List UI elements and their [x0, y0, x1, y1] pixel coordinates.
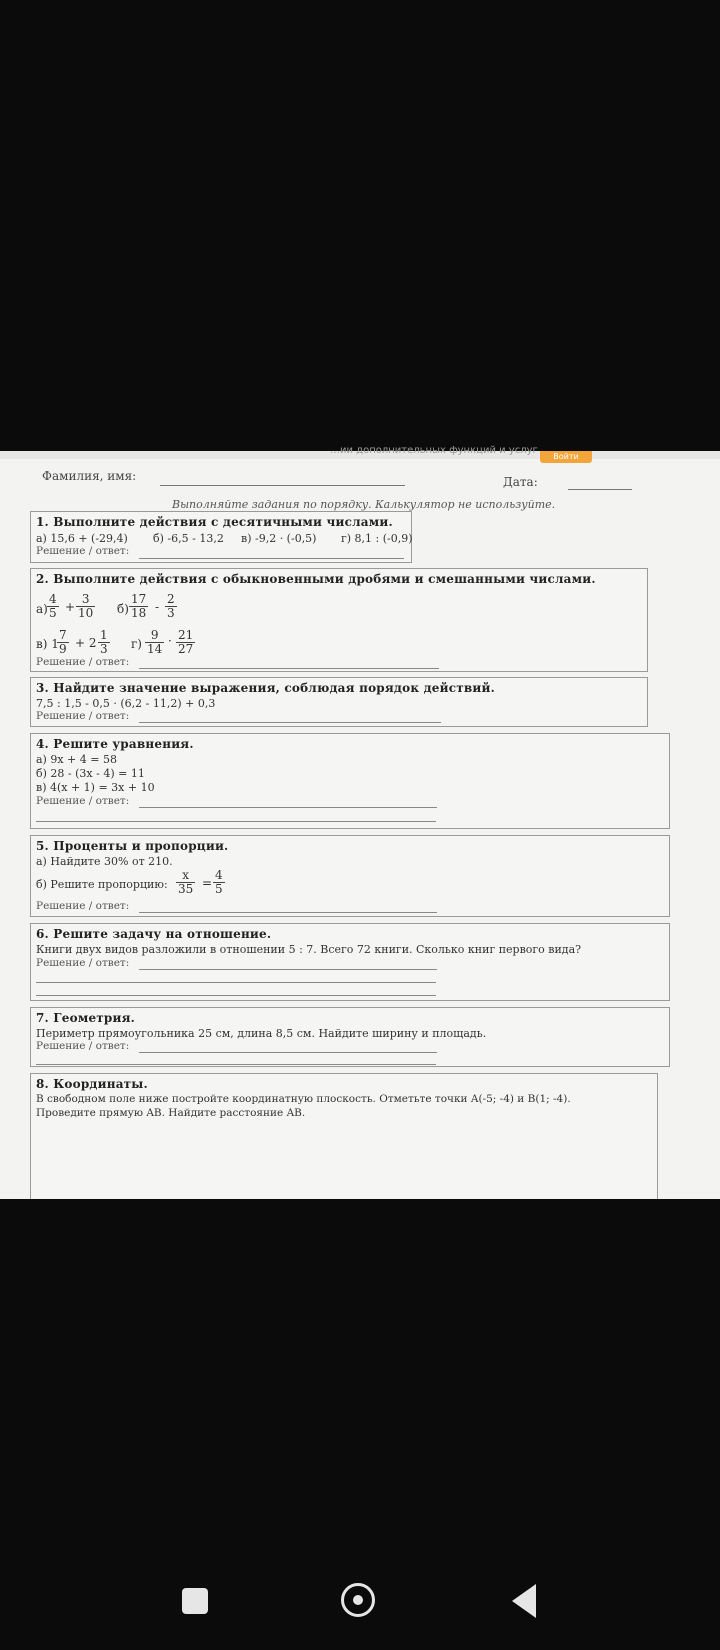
fraction: $\frac{4}{5}$ — [215, 868, 223, 896]
task-6-answer-label: Решение / ответ: — [36, 957, 130, 969]
task-8-text-2: Проведите прямую AB. Найдите расстояние AB. — [36, 1107, 306, 1119]
task-3-answer-label: Решение / ответ: — [36, 710, 130, 722]
task-7 — [30, 1007, 670, 1067]
task-7-title: 7. Геометрия. — [36, 1011, 136, 1025]
task-1-b: б) -6,5 - 13,2 — [153, 532, 224, 545]
task-4-extra-line — [36, 821, 436, 822]
worksheet — [0, 445, 720, 1199]
task-1-a: а) 15,6 + (-29,4) — [36, 532, 128, 545]
task-1-answer-label: Решение / ответ: — [36, 545, 130, 557]
task-4-title: 4. Решите уравнения. — [36, 737, 194, 751]
task-2 — [30, 568, 648, 672]
fraction: $\frac{x}{35}$ — [178, 868, 194, 896]
fraction: $\frac{4}{5}$ — [49, 592, 57, 620]
task-3-expression: 7,5 : 1,5 - 0,5 · (6,2 - 11,2) + 0,3 — [36, 697, 216, 710]
fraction: $\frac{1}{3}$ — [100, 628, 108, 656]
name-label: Фамилия, имя: — [42, 469, 137, 483]
task-5-answer-line — [139, 912, 437, 913]
task-1-title: 1. Выполните действия с десятичными числами. — [36, 515, 393, 529]
operator: · — [168, 634, 172, 648]
task-1-answer-line — [139, 558, 404, 559]
task-4-c: в) 4(x + 1) = 3x + 10 — [36, 781, 155, 794]
task-6-extra-line — [36, 982, 436, 983]
instructions: Выполняйте задания по порядку. Калькулятор не используйте. — [172, 498, 556, 511]
task-2-a-label: а) — [36, 602, 48, 616]
task-1-c: в) -9,2 · (-0,5) — [241, 532, 317, 545]
task-1 — [30, 511, 412, 563]
task-5-b: б) Решите пропорцию: — [36, 878, 168, 891]
operator: - — [155, 600, 160, 614]
task-2-b-label: б) — [117, 602, 129, 616]
task-5 — [30, 835, 670, 917]
task-8-title: 8. Координаты. — [36, 1077, 148, 1091]
task-2-c-label: в) 1 — [36, 637, 59, 651]
task-5-answer-label: Решение / ответ: — [36, 900, 130, 912]
home-icon — [353, 1595, 363, 1605]
browser-banner — [0, 445, 720, 461]
recent-apps-button[interactable] — [182, 1588, 208, 1614]
fraction: $\frac{21}{27}$ — [178, 628, 194, 656]
task-8-text-1: В свободном поле ниже постройте координатную плоскость. Отметьте точки A(-5; -4) и B(1; -4). — [36, 1093, 571, 1105]
task-1-d: г) 8,1 : (-0,9) — [341, 532, 413, 545]
task-4-answer-label: Решение / ответ: — [36, 795, 130, 807]
task-2-answer-label: Решение / ответ: — [36, 656, 130, 668]
operator: = — [202, 876, 213, 890]
operator: + 2 — [75, 636, 97, 650]
task-4-answer-line — [139, 807, 437, 808]
task-7-answer-label: Решение / ответ: — [36, 1040, 130, 1052]
task-7-text: Периметр прямоугольника 25 см, длина 8,5 см. Найдите ширину и площадь. — [36, 1027, 487, 1040]
task-3-title: 3. Найдите значение выражения, соблюдая порядок действий. — [36, 681, 495, 695]
fraction: $\frac{9}{14}$ — [147, 628, 163, 656]
task-5-a: а) Найдите 30% от 210. — [36, 855, 173, 868]
task-7-extra-line — [36, 1064, 436, 1065]
task-6-title: 6. Решите задачу на отношение. — [36, 927, 272, 941]
date-field-line — [568, 489, 632, 490]
name-field-line — [160, 485, 405, 486]
task-4 — [30, 733, 670, 829]
task-6 — [30, 923, 670, 1001]
task-3 — [30, 677, 648, 727]
banner-text: …ии дополнительных функций и услуг — [330, 445, 538, 456]
task-4-a: а) 9x + 4 = 58 — [36, 753, 117, 766]
fraction: $\frac{7}{9}$ — [59, 628, 67, 656]
back-button[interactable] — [512, 1584, 536, 1618]
task-5-title: 5. Проценты и пропорции. — [36, 839, 229, 853]
home-button[interactable] — [341, 1583, 375, 1617]
login-button[interactable]: Войти — [540, 451, 592, 463]
task-7-answer-line — [139, 1052, 437, 1053]
fraction: $\frac{17}{18}$ — [131, 592, 147, 620]
task-2-d-label: г) — [131, 637, 142, 651]
task-2-title: 2. Выполните действия с обыкновенными дробями и смешанными числами. — [36, 572, 596, 586]
operator: + — [65, 600, 76, 614]
task-6-extra-line — [36, 995, 436, 996]
task-4-b: б) 28 - (3x - 4) = 11 — [36, 767, 145, 780]
fraction: $\frac{3}{10}$ — [78, 592, 94, 620]
task-6-answer-line — [139, 969, 437, 970]
task-8 — [30, 1073, 658, 1213]
task-3-answer-line — [139, 722, 441, 723]
date-label: Дата: — [503, 475, 538, 489]
task-2-answer-line — [139, 668, 439, 669]
fraction: $\frac{2}{3}$ — [167, 592, 175, 620]
task-6-text: Книги двух видов разложили в отношении 5 : 7. Всего 72 книги. Сколько книг первого вида? — [36, 943, 582, 956]
